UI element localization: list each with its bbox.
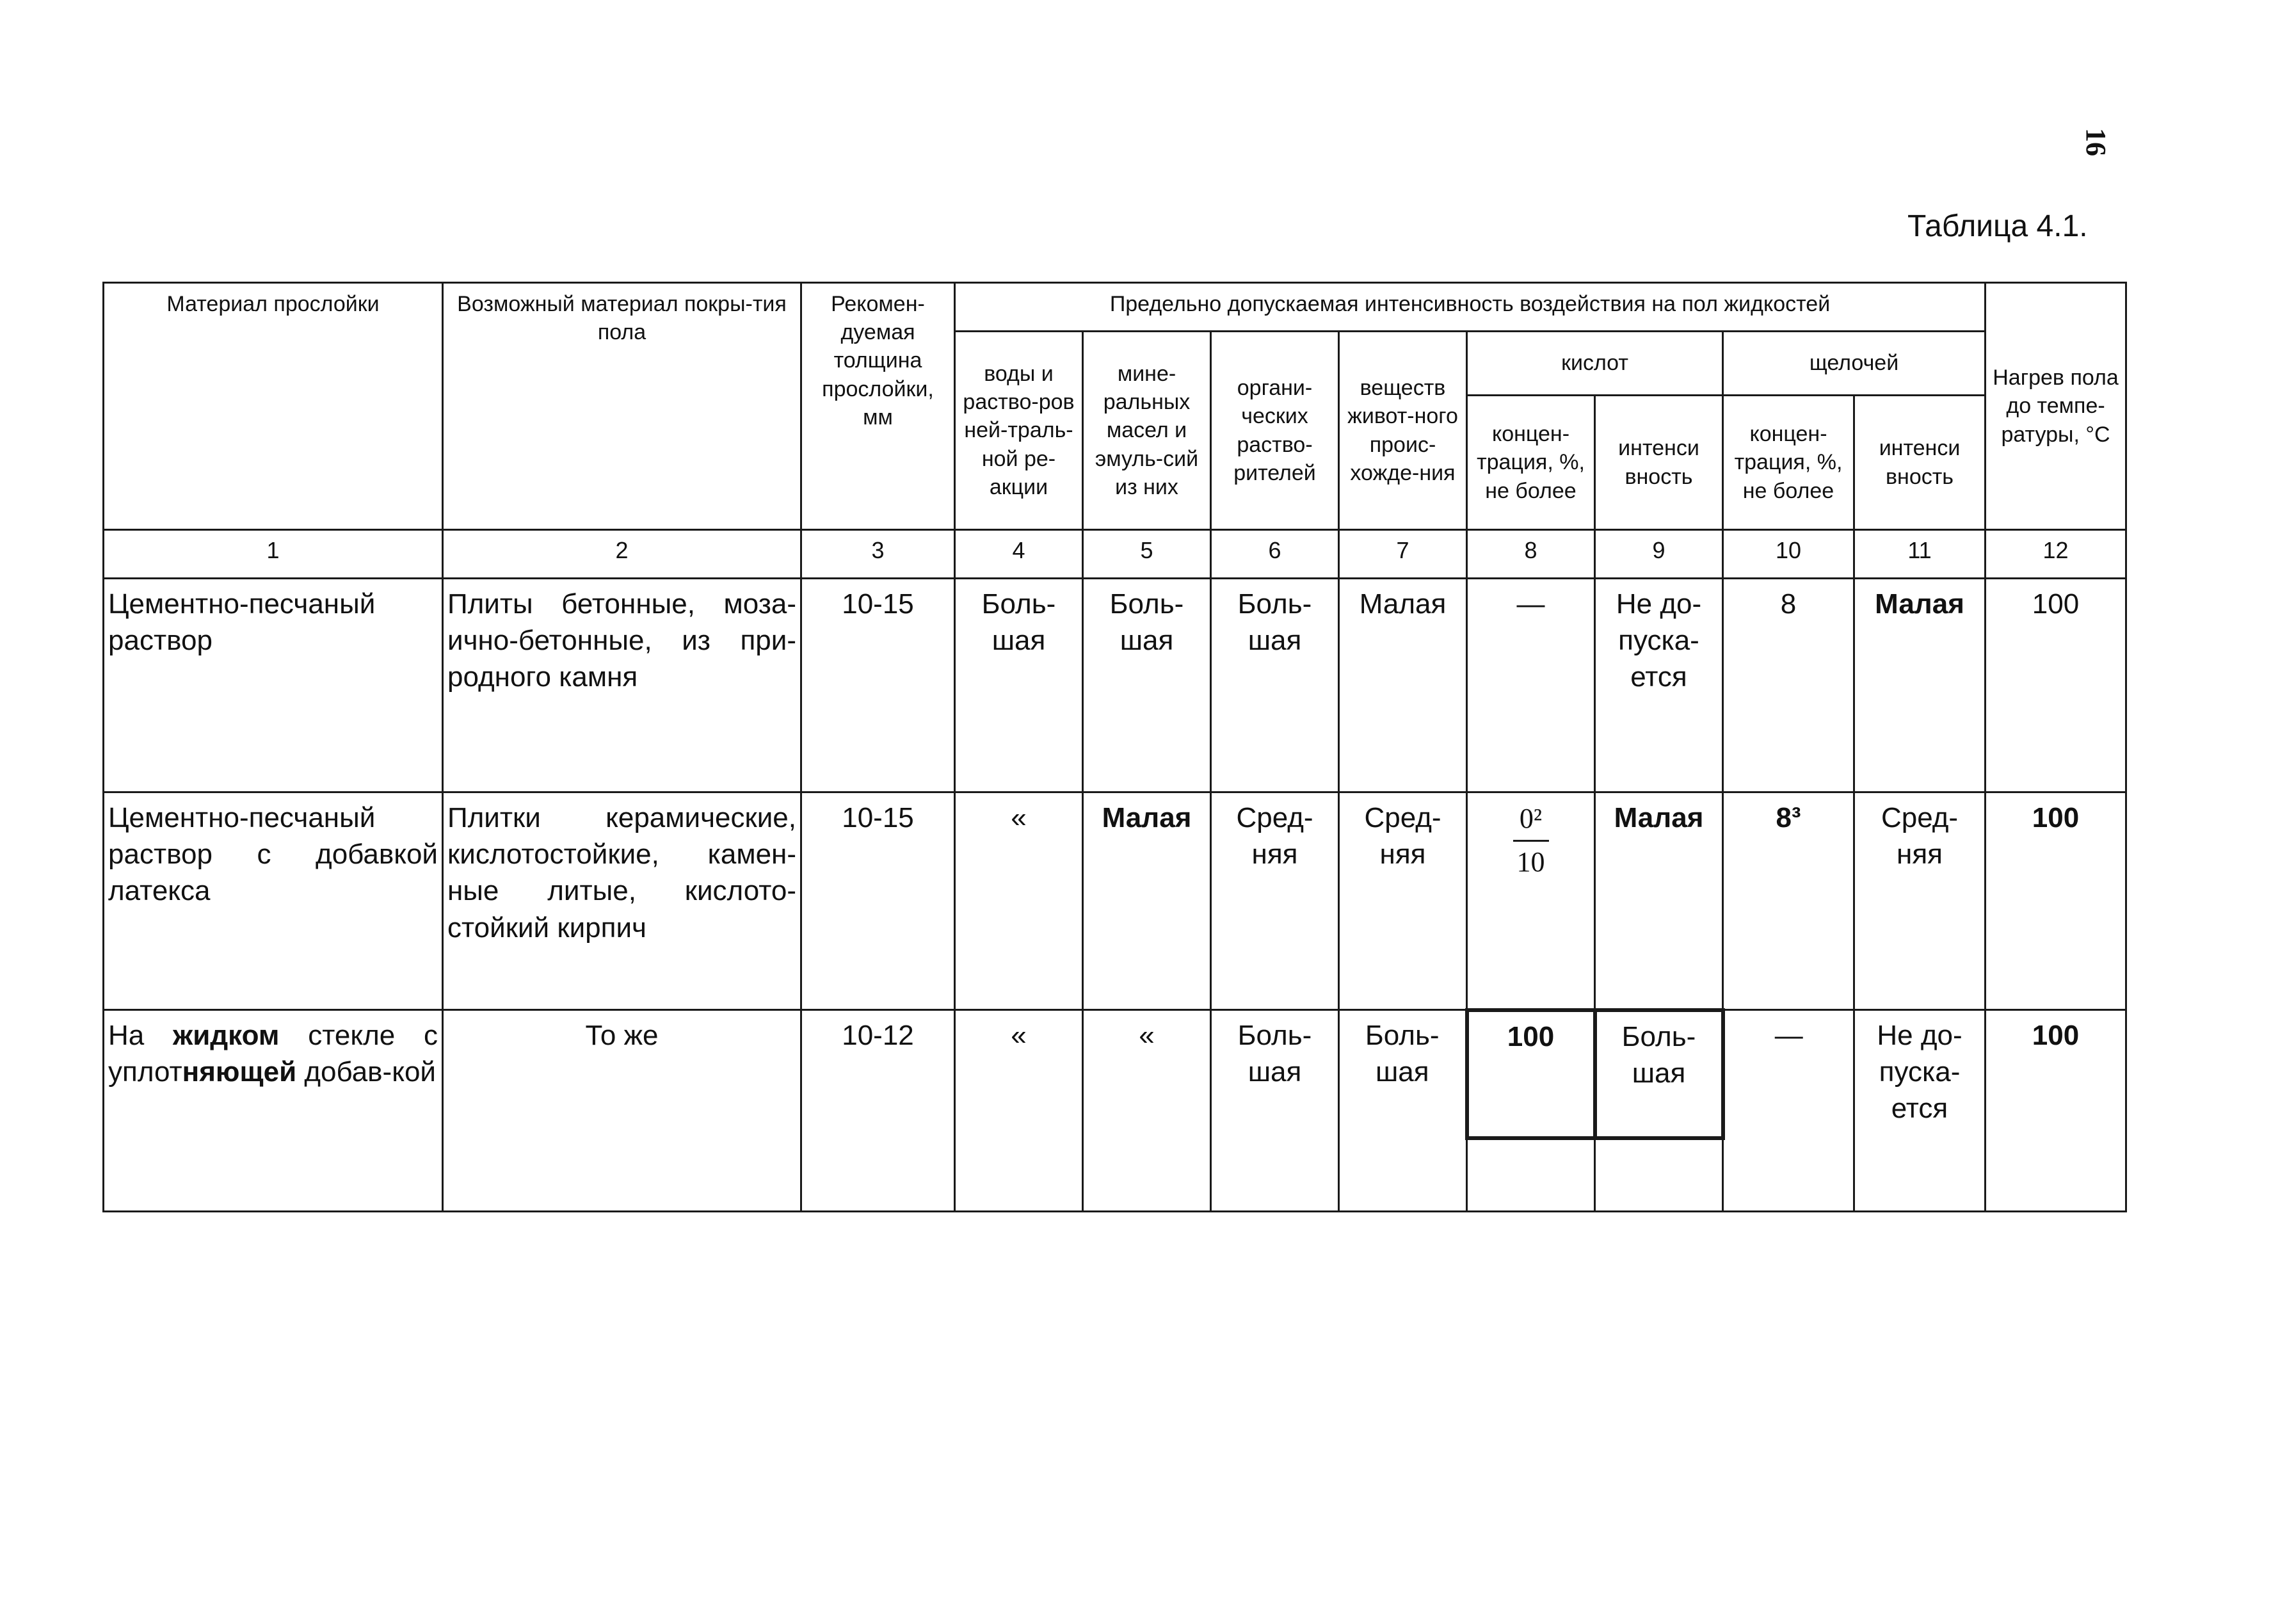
- cell-material: Цементно-песчаный раствор с добавкой латекса: [104, 792, 443, 1010]
- header-animal: веществ живот-ного проис-хожде-ния: [1339, 332, 1467, 530]
- fraction-numerator: 0²: [1513, 802, 1549, 842]
- cell-solvents: Сред-няя: [1211, 792, 1339, 1010]
- table-row: [104, 1010, 2126, 1138]
- cell-coating: То же: [443, 1010, 801, 1212]
- header-acid-intensity: интенси вность: [1595, 396, 1723, 530]
- cell-acid-intensity: Малая: [1595, 792, 1723, 1010]
- cell-thickness: 10-15: [801, 792, 955, 1010]
- cell-alkali-intensity: Малая: [1854, 579, 1986, 792]
- material-text-post: добав-кой: [296, 1056, 436, 1088]
- header-alkali-concentration: концен-трация, %, не более: [1723, 396, 1854, 530]
- material-text-pre: На: [108, 1020, 173, 1051]
- cell-oils: Малая: [1083, 792, 1211, 1010]
- cell-alkali-concentration: 8³: [1723, 792, 1854, 1010]
- column-number: 7: [1339, 530, 1467, 579]
- cell-acid-concentration: [1467, 792, 1595, 1010]
- column-number: 8: [1467, 530, 1595, 579]
- cell-animal: Боль-шая: [1339, 1010, 1467, 1212]
- cell-thickness: 10-15: [801, 579, 955, 792]
- column-number: 12: [1986, 530, 2126, 579]
- cell-coating: Плиты бетонные, моза-ично-бетонные, из при-родного камня: [443, 579, 801, 792]
- column-number: 5: [1083, 530, 1211, 579]
- cell-solvents: Боль-шая: [1211, 1010, 1339, 1212]
- cell-thickness: 10-12: [801, 1010, 955, 1212]
- cell-animal: Малая: [1339, 579, 1467, 792]
- cell-water: Боль-шая: [955, 579, 1083, 792]
- material-text-mid: стекле с уплот: [108, 1020, 438, 1088]
- cell-material: Цементно-песчаный раствор: [104, 579, 443, 792]
- page-number: 16: [2080, 128, 2112, 156]
- column-number: 3: [801, 530, 955, 579]
- column-number: 2: [443, 530, 801, 579]
- intensity-table: [102, 282, 2127, 1212]
- table-row: [104, 579, 2126, 792]
- cell-material: [104, 1010, 443, 1212]
- cell-alkali-concentration: 8: [1723, 579, 1854, 792]
- column-number: 4: [955, 530, 1083, 579]
- empty-cell: [1467, 1138, 1595, 1212]
- fraction-denominator: 10: [1516, 846, 1545, 878]
- table-row: [104, 792, 2126, 1010]
- cell-alkali-intensity: Не до-пуска-ется: [1854, 1010, 1986, 1212]
- cell-acid-concentration: —: [1467, 579, 1595, 792]
- header-alkali-intensity: интенси вность: [1854, 396, 1986, 530]
- cell-heat: 100: [1986, 792, 2126, 1010]
- cell-water: «: [955, 1010, 1083, 1212]
- column-number: 9: [1595, 530, 1723, 579]
- empty-cell: [1595, 1138, 1723, 1212]
- cell-coating: Плитки керамические, кислотостойкие, камен-ные литые, кислото-стойкий кирпич: [443, 792, 801, 1010]
- cell-solvents: Боль-шая: [1211, 579, 1339, 792]
- column-number-row: [104, 530, 2126, 579]
- cell-water: «: [955, 792, 1083, 1010]
- header-oils: мине-ральных масел и эмуль-сий из них: [1083, 332, 1211, 530]
- header-acid-concentration: концен-трация, %, не более: [1467, 396, 1595, 530]
- cell-heat: 100: [1986, 1010, 2126, 1212]
- header-acids: кислот: [1467, 332, 1723, 396]
- header-water: воды и раство-ров ней-траль-ной ре-акции: [955, 332, 1083, 530]
- cell-acid-intensity: Не до-пуска-ется: [1595, 579, 1723, 792]
- header-solvents: органи-ческих раство-рителей: [1211, 332, 1339, 530]
- cell-animal: Сред-няя: [1339, 792, 1467, 1010]
- cell-alkali-concentration: —: [1723, 1010, 1854, 1212]
- header-coating: Возможный материал покры-тия пола: [443, 283, 801, 530]
- header-alkalis: щелочей: [1723, 332, 1986, 396]
- material-text-bold: жидком: [173, 1020, 280, 1051]
- table-caption: Таблица 4.1.: [1907, 209, 2088, 243]
- cell-acid-intensity: Боль-шая: [1595, 1010, 1723, 1138]
- header-thickness: Рекомен-дуемая толщина прослойки, мм: [801, 283, 955, 530]
- column-number: 11: [1854, 530, 1986, 579]
- header-material: Материал прослойки: [104, 283, 443, 530]
- cell-acid-concentration: 100: [1467, 1010, 1595, 1138]
- column-number: 10: [1723, 530, 1854, 579]
- cell-alkali-intensity: Сред-няя: [1854, 792, 1986, 1010]
- header-heat: Нагрев пола до темпе-ратуры, °С: [1986, 283, 2126, 530]
- acid-concentration-fraction: [1513, 802, 1549, 880]
- cell-oils: Боль-шая: [1083, 579, 1211, 792]
- material-text-bold: няющей: [182, 1056, 297, 1088]
- header-intensity-group: Предельно допускаемая интенсивность воздействия на пол жидкостей: [955, 283, 1986, 332]
- cell-oils: «: [1083, 1010, 1211, 1212]
- column-number: 1: [104, 530, 443, 579]
- column-number: 6: [1211, 530, 1339, 579]
- cell-heat: 100: [1986, 579, 2126, 792]
